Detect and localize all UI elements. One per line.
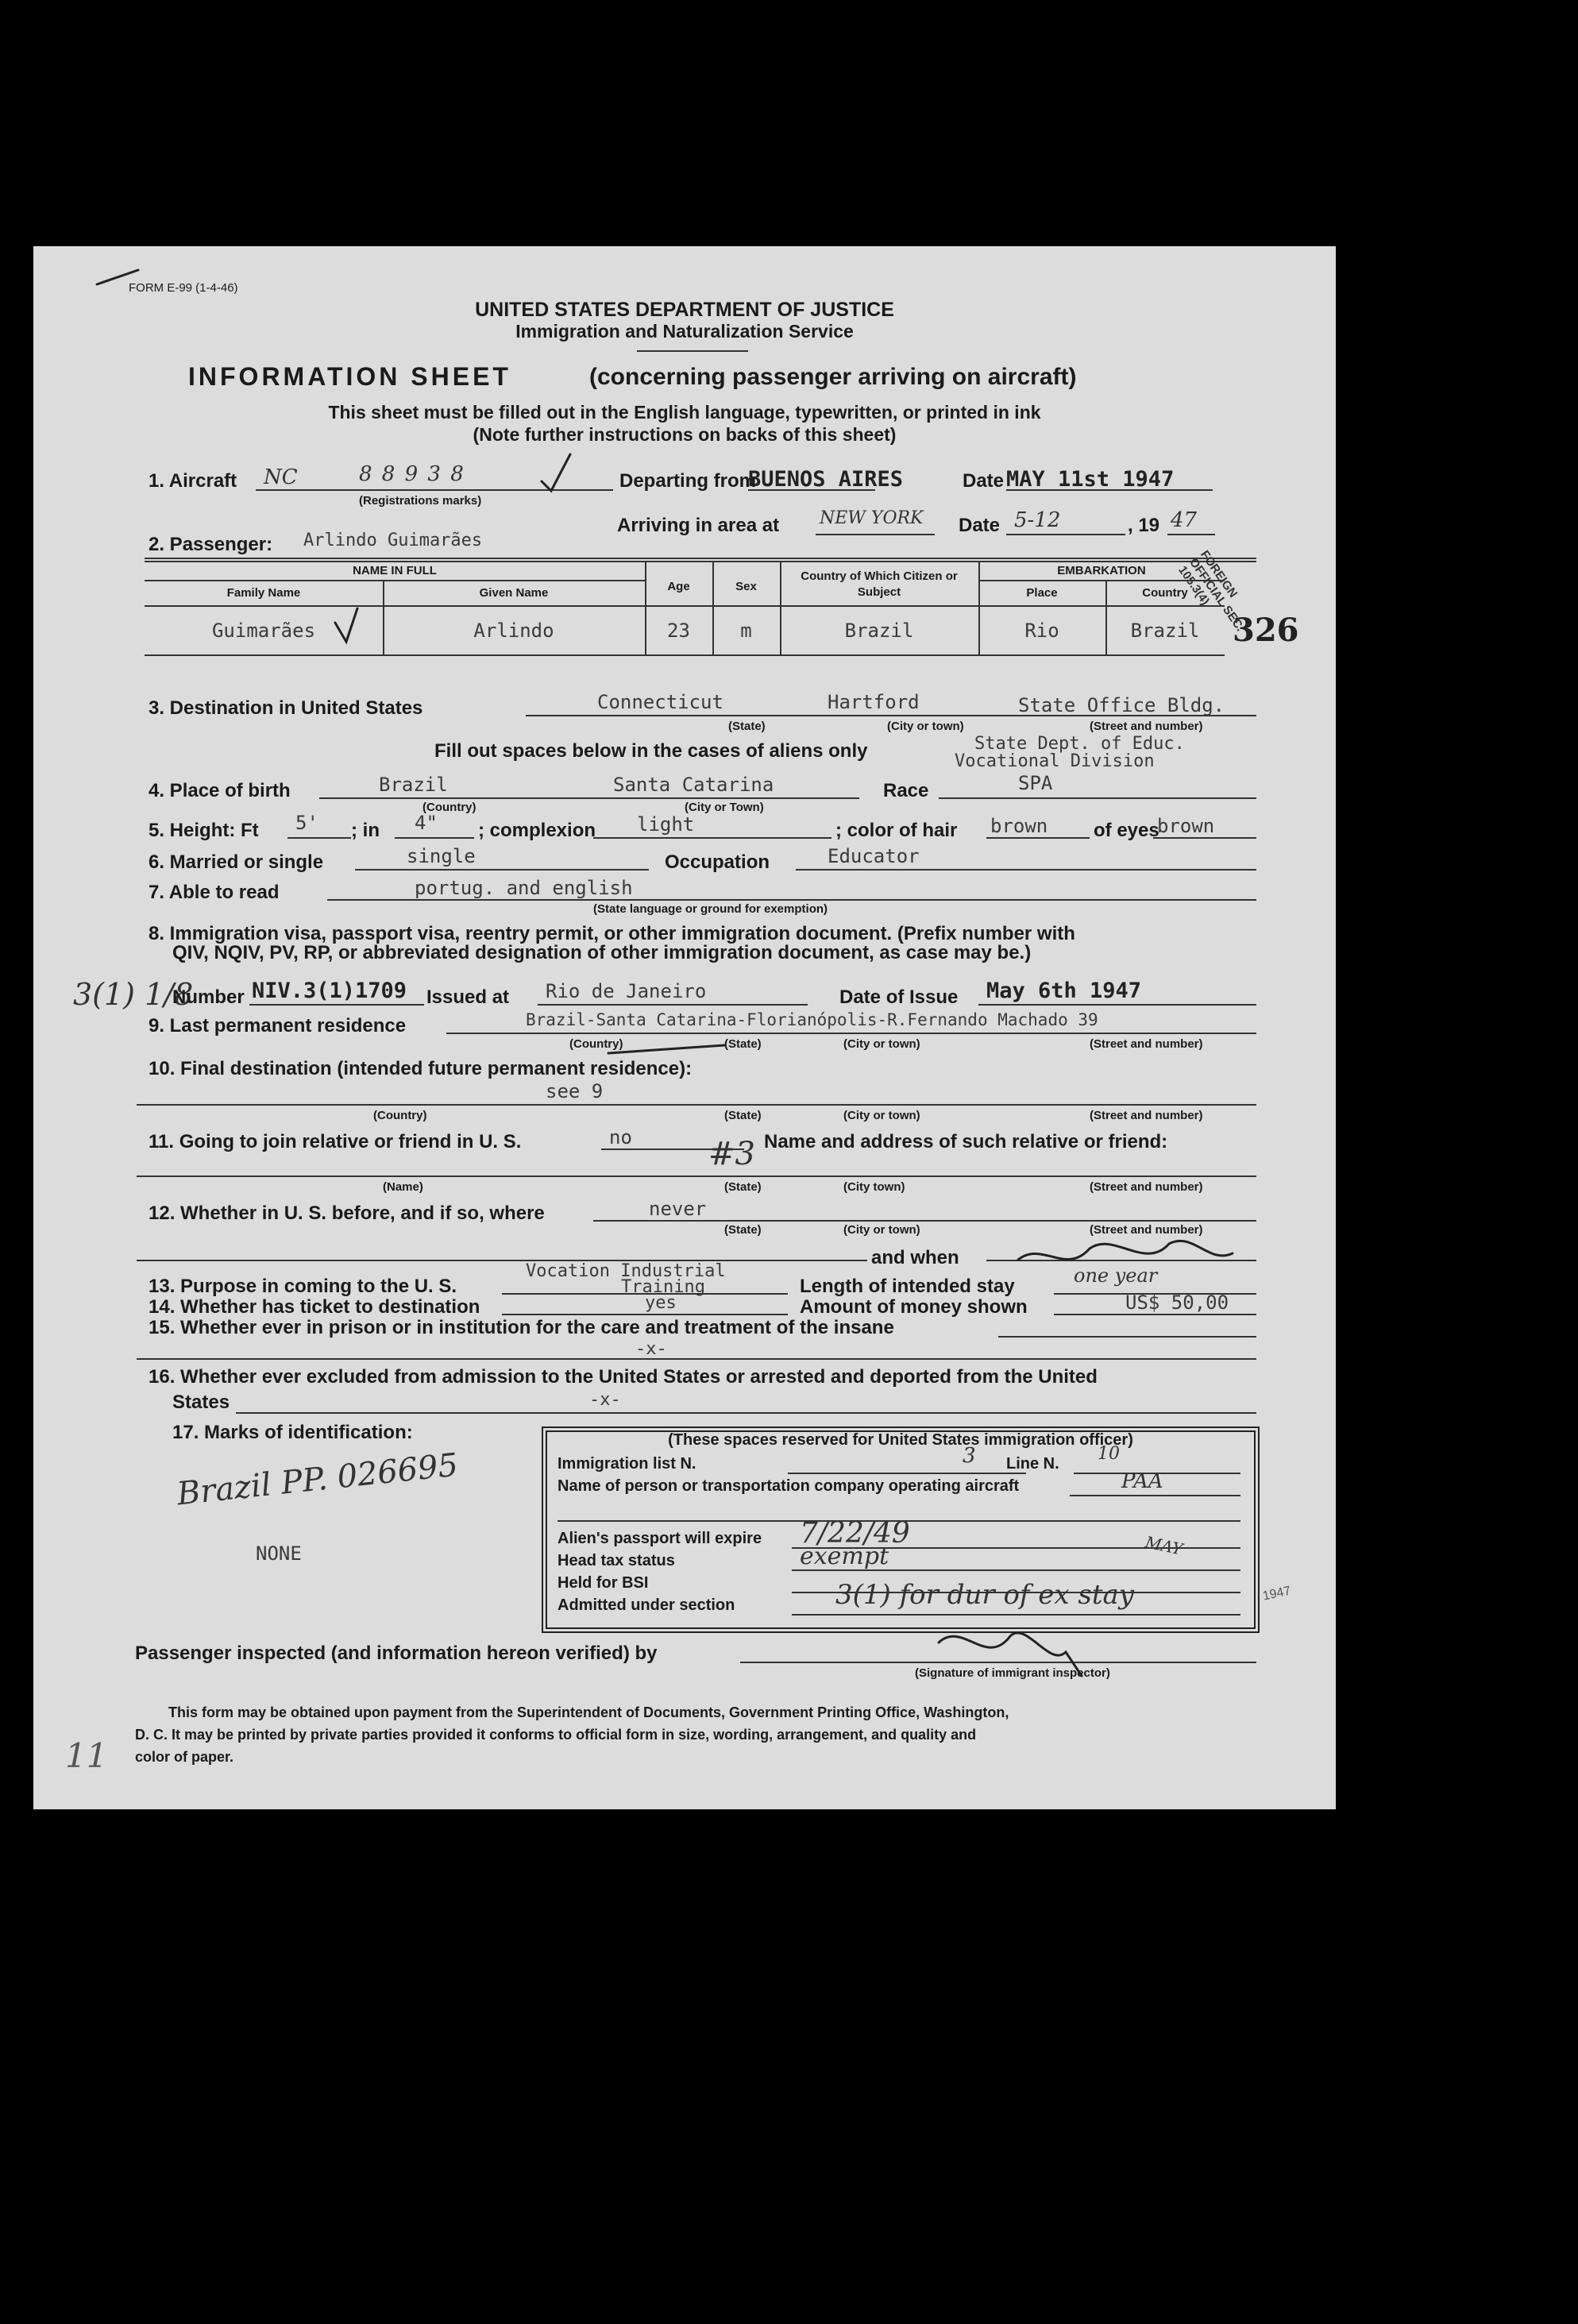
tax-label: Head tax status xyxy=(558,1552,675,1569)
marks-label: 17. Marks of identification: xyxy=(172,1422,413,1443)
inspector-signature xyxy=(939,1633,1082,1676)
inspection-caption: (Signature of immigrant inspector) xyxy=(915,1666,1110,1680)
citizen-value: Brazil xyxy=(844,620,914,642)
birth-cap-city: (City or Town) xyxy=(685,801,764,814)
destination-state: Connecticut xyxy=(597,691,723,713)
instruction-line-2: (Note further instructions on backs of this sheet) xyxy=(473,424,897,445)
list-value: 3 xyxy=(963,1444,976,1468)
final-dest-label: 10. Final destination (intended future permanent residence): xyxy=(149,1058,693,1079)
res-cap-street: (Street and number) xyxy=(1090,1037,1203,1051)
purpose-value-2: Training xyxy=(621,1277,705,1297)
family-name-header: Family Name xyxy=(226,586,301,600)
excluded-line-1: 16. Whether ever excluded from admission to the United States or arrested and deported from the United xyxy=(149,1366,1098,1388)
destination-label: 3. Destination in United States xyxy=(149,697,423,719)
tax-value: exempt xyxy=(800,1542,889,1570)
hair-value: brown xyxy=(990,815,1048,837)
marks-value: NONE xyxy=(256,1542,302,1565)
stamp-number: 326 xyxy=(1233,612,1299,649)
purpose-label: 13. Purpose in coming to the U. S. xyxy=(149,1276,457,1297)
dest-note-2: Vocational Division xyxy=(955,751,1155,771)
place-header: Place xyxy=(1026,586,1058,600)
citizen-header: Country of Which Citizen or Subject xyxy=(801,569,958,599)
destination-city: Hartford xyxy=(828,691,920,713)
join-cap-city: (City town) xyxy=(843,1180,905,1194)
arrival-date-label: Date xyxy=(959,515,1001,536)
read-caption: (State language or ground for exemption) xyxy=(593,902,828,916)
aircraft-label: 1. Aircraft xyxy=(149,470,237,492)
money-value: US$ 50,00 xyxy=(1125,1291,1229,1314)
arriving-value: NEW YORK xyxy=(820,508,924,528)
line-value: 10 xyxy=(1098,1444,1120,1464)
admitted-value: 3(1) for dur of ex stay xyxy=(835,1579,1134,1611)
before-cap-street: (Street and number) xyxy=(1090,1223,1203,1237)
complexion-label: ; complexion xyxy=(478,820,596,841)
date-stamp: MAY xyxy=(1144,1532,1185,1559)
reg-caption: (Registrations marks) xyxy=(359,494,482,508)
stay-value: one year xyxy=(1074,1264,1158,1287)
residence-value: Brazil-Santa Catarina-Florianópolis-R.Fernando Machado 39 xyxy=(526,1010,1098,1029)
birth-city: Santa Catarina xyxy=(613,774,774,796)
before-cap-city: (City or town) xyxy=(843,1223,920,1237)
service-title: Immigration and Naturalization Service xyxy=(515,321,854,342)
height-in: 4" xyxy=(415,812,438,834)
destination-street: State Office Bldg. xyxy=(1018,694,1225,716)
embark-country-value: Brazil xyxy=(1130,620,1200,642)
embark-place-value: Rio xyxy=(1024,620,1059,642)
res-cap-state: (State) xyxy=(724,1037,762,1051)
fd-cap-street: (Street and number) xyxy=(1090,1109,1203,1122)
issue-date-label: Date of Issue xyxy=(839,986,959,1008)
birth-cap-country: (Country) xyxy=(422,801,476,814)
birth-country: Brazil xyxy=(379,774,448,796)
before-cap-state: (State) xyxy=(724,1223,762,1237)
read-label: 7. Able to read xyxy=(149,882,280,903)
join-cap-street: (Street and number) xyxy=(1090,1180,1203,1194)
dest-cap-street: (Street and number) xyxy=(1090,720,1203,733)
issue-date-value: May 6th 1947 xyxy=(986,979,1142,1003)
aircraft-prefix: NC xyxy=(264,465,298,489)
join-handwritten: #3 xyxy=(708,1136,755,1172)
passenger-value: Arlindo Guimarães xyxy=(303,531,483,550)
fd-cap-city: (City or town) xyxy=(843,1109,920,1122)
margin-mark: 11 xyxy=(65,1736,108,1775)
birth-label: 4. Place of birth xyxy=(149,780,291,801)
visa-line-2: QIV, NQIV, PV, RP, or abbreviated designation of other immigration document, as case may be.) xyxy=(172,942,1032,963)
aliens-only-note: Fill out spaces below in the cases of aliens only xyxy=(434,740,868,762)
sex-value: m xyxy=(740,620,752,642)
prison-label: 15. Whether ever in prison or in institution for the care and treatment of the insane xyxy=(149,1317,894,1338)
stay-label: Length of intended stay xyxy=(800,1276,1015,1297)
eyes-label: of eyes xyxy=(1094,820,1159,841)
form-sheet xyxy=(33,246,1336,1809)
officer-box-header: (These spaces reserved for United States immigration officer) xyxy=(668,1431,1133,1449)
departing-label: Departing from xyxy=(619,470,757,492)
given-name-value: Arlindo xyxy=(473,620,554,642)
departing-value: BUENOS AIRES xyxy=(748,467,904,492)
when-label: and when xyxy=(871,1247,959,1268)
form-checkmark xyxy=(97,270,138,284)
expire-label: Alien's passport will expire xyxy=(558,1530,762,1547)
purpose-value-1: Vocation Industrial xyxy=(526,1261,726,1281)
marks-handwritten: Brazil PP. 026695 xyxy=(175,1446,461,1513)
name-checkmark xyxy=(335,608,357,642)
passenger-label: 2. Passenger: xyxy=(149,534,273,555)
ticket-value: yes xyxy=(645,1293,677,1313)
footer-line-1: This form may be obtained upon payment from the Superintendent of Documents, Government Printing Office, Washington, xyxy=(168,1704,1009,1720)
visa-number: NIV.3(1)1709 xyxy=(252,979,407,1003)
department-title: UNITED STATES DEPARTMENT OF JUSTICE xyxy=(475,299,894,321)
inspection-label: Passenger inspected (and information hereon verified) by xyxy=(135,1643,658,1664)
final-dest-value: see 9 xyxy=(546,1080,604,1102)
residence-strike xyxy=(608,1045,724,1053)
country-header: Country xyxy=(1142,586,1188,600)
prison-value: -x- xyxy=(635,1339,667,1359)
operator-label: Name of person or transportation company operating aircraft xyxy=(558,1477,1020,1495)
age-value: 23 xyxy=(667,620,690,642)
height-in-label: ; in xyxy=(351,820,380,841)
departure-date-label: Date xyxy=(963,470,1005,492)
visa-margin-note: 3(1) 1/8 xyxy=(73,977,194,1012)
ticket-label: 14. Whether has ticket to destination xyxy=(149,1296,480,1318)
excluded-value: -x- xyxy=(589,1390,621,1410)
instruction-line-1: This sheet must be filled out in the English language, typewritten, or printed in ink xyxy=(328,402,1041,423)
admitted-label: Admitted under section xyxy=(558,1596,735,1614)
occupation-value: Educator xyxy=(828,845,920,867)
before-label: 12. Whether in U. S. before, and if so, where xyxy=(149,1203,545,1224)
foreign-official-stamp: FOREIGN OFFICIAL SEC. 105.3(4) xyxy=(1175,548,1248,635)
form-number: FORM E-99 (1-4-46) xyxy=(129,281,238,295)
arrival-year-value: 47 xyxy=(1171,508,1198,532)
res-cap-city: (City or town) xyxy=(843,1037,920,1051)
eyes-value: brown xyxy=(1157,815,1215,837)
page-title: INFORMATION SHEET xyxy=(188,362,511,391)
family-name-value: Guimarães xyxy=(211,620,316,642)
before-value: never xyxy=(649,1198,707,1220)
arrival-year-prefix: , 19 xyxy=(1128,515,1160,536)
bsi-label: Held for BSI xyxy=(558,1574,649,1592)
footer-line-2: D. C. It may be printed by private parties provided it conforms to official form in size, wording, arrangement, and quality and xyxy=(135,1727,977,1743)
name-in-full-header: NAME IN FULL xyxy=(353,564,437,577)
fd-cap-state: (State) xyxy=(724,1109,762,1122)
list-label: Immigration list N. xyxy=(558,1455,696,1473)
issued-at-value: Rio de Janeiro xyxy=(546,980,707,1002)
fd-cap-country: (Country) xyxy=(373,1109,427,1122)
dest-cap-city: (City or town) xyxy=(887,720,964,733)
aircraft-checkmark xyxy=(542,454,570,491)
height-label: 5. Height: Ft xyxy=(149,820,259,841)
married-value: single xyxy=(407,845,476,867)
when-signature xyxy=(1018,1241,1233,1260)
height-ft: 5' xyxy=(295,812,318,834)
sex-header: Sex xyxy=(735,580,757,593)
departure-date-value: MAY 11st 1947 xyxy=(1006,467,1175,492)
arrival-date-value: 5-12 xyxy=(1014,508,1061,532)
dest-note-1: State Dept. of Educ. xyxy=(974,734,1185,754)
age-header: Age xyxy=(667,580,690,593)
given-name-header: Given Name xyxy=(479,586,549,600)
arriving-label: Arriving in area at xyxy=(617,515,780,536)
expire-value: 7/22/49 xyxy=(800,1517,910,1550)
join-cap-name: (Name) xyxy=(383,1180,423,1194)
complexion-value: light xyxy=(637,813,695,836)
married-label: 6. Married or single xyxy=(149,851,324,873)
visa-line-1: 8. Immigration visa, passport visa, reentry permit, or other immigration document. (Prefix number with xyxy=(149,923,1075,944)
handwritten-checkmarks xyxy=(33,246,1336,1809)
line-label: Line N. xyxy=(1006,1455,1059,1473)
money-label: Amount of money shown xyxy=(800,1296,1028,1318)
aircraft-number: 8 8 9 3 8 xyxy=(359,462,465,486)
join-name-label: Name and address of such relative or friend: xyxy=(764,1131,1168,1152)
operator-value: PAA xyxy=(1121,1469,1163,1493)
join-value: no xyxy=(609,1126,632,1148)
excluded-line-2: States xyxy=(172,1392,230,1413)
residence-label: 9. Last permanent residence xyxy=(149,1015,407,1037)
page-subtitle: (concerning passenger arriving on aircraft) xyxy=(589,364,1077,390)
dest-cap-state: (State) xyxy=(728,720,766,733)
join-label: 11. Going to join relative or friend in U. S. xyxy=(149,1131,522,1152)
stamp-year: 1947 xyxy=(1261,1584,1292,1604)
hair-label: ; color of hair xyxy=(835,820,958,841)
occupation-label: Occupation xyxy=(665,851,770,873)
embarkation-header: EMBARKATION xyxy=(1057,564,1146,577)
read-value: portug. and english xyxy=(415,877,633,899)
res-cap-country: (Country) xyxy=(569,1037,623,1051)
footer-line-3: color of paper. xyxy=(135,1749,234,1765)
issued-at-label: Issued at xyxy=(426,986,510,1008)
race-value: SPA xyxy=(1018,772,1053,794)
join-cap-state: (State) xyxy=(724,1180,762,1194)
visa-number-label: Number xyxy=(172,986,245,1008)
race-label: Race xyxy=(883,780,929,801)
